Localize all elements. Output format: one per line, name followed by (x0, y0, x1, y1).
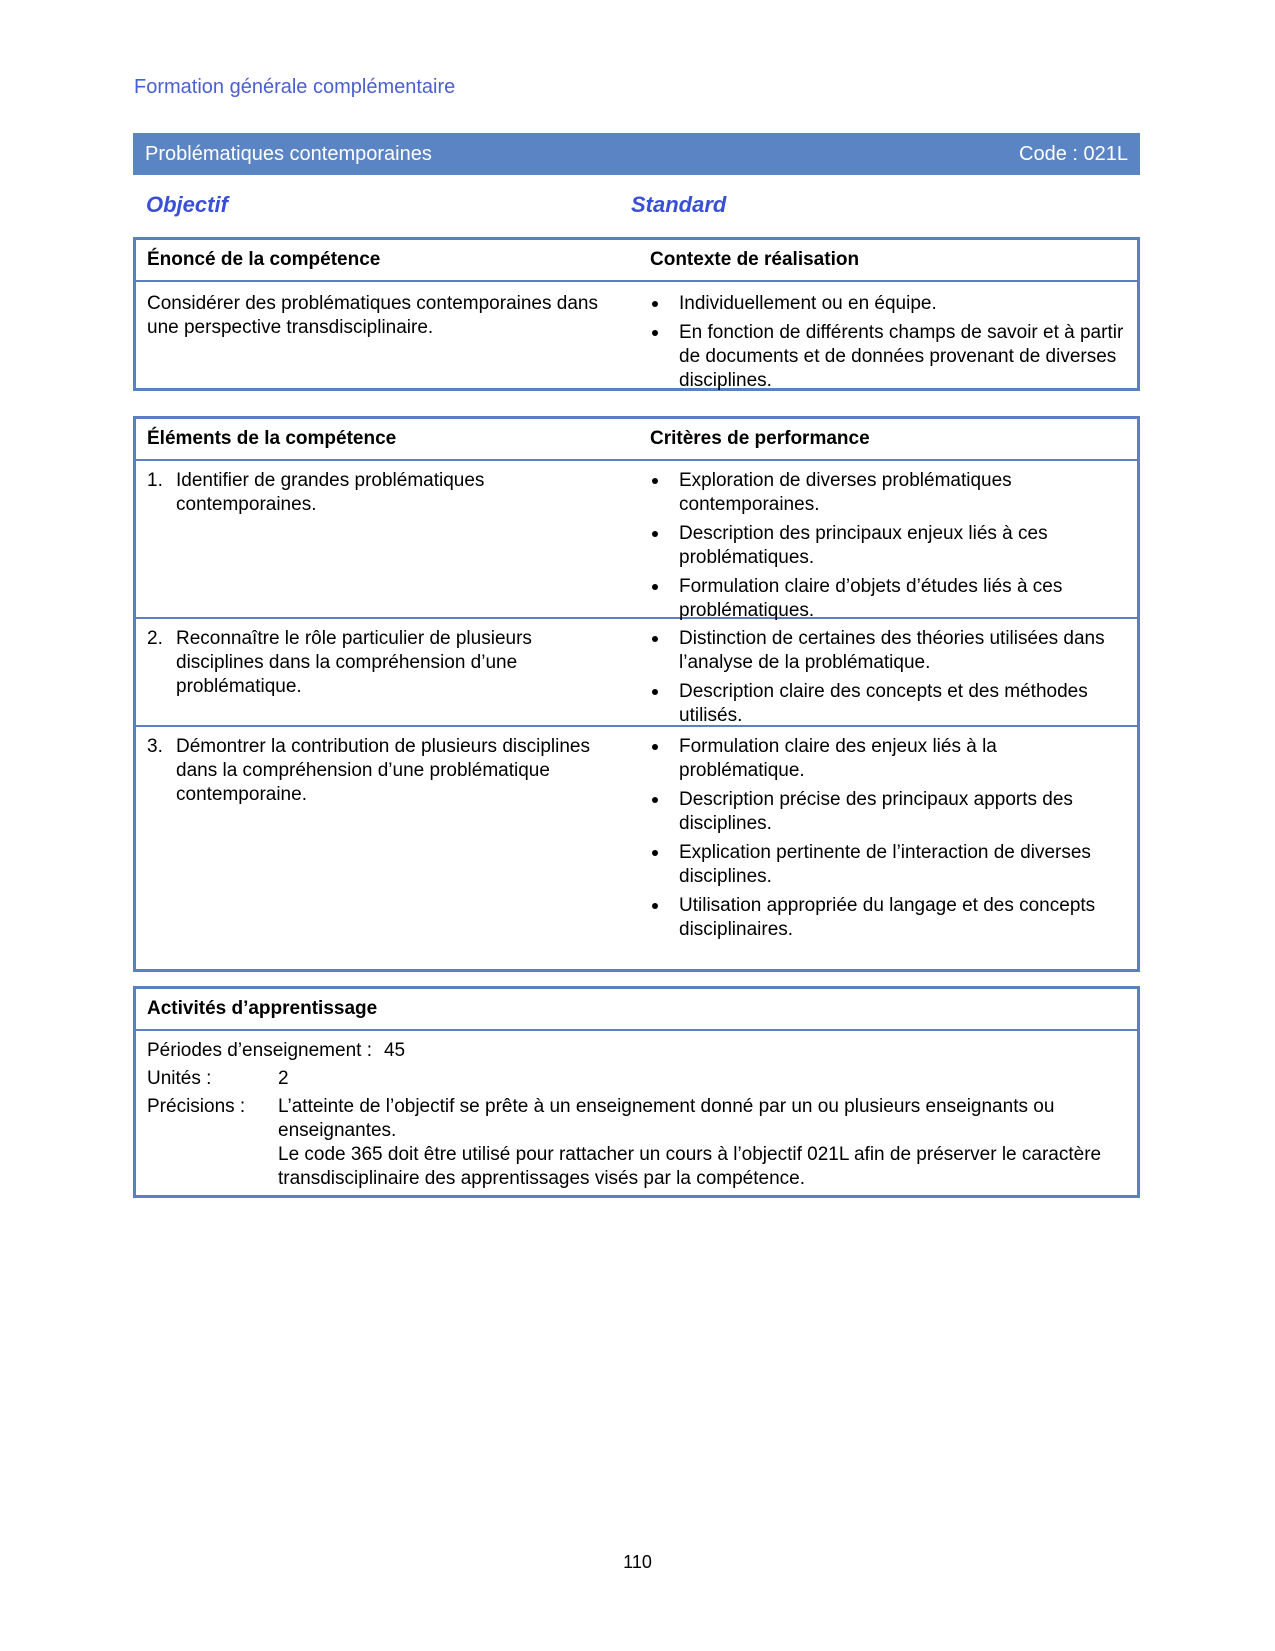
precision-paragraph: L’atteinte de l’objectif se prête à un enseignement donné par un ou plusieurs enseignants ou enseignantes. (278, 1096, 1055, 1141)
elements-box (133, 416, 1140, 972)
page-number: 110 (623, 1552, 652, 1572)
element-text: Démontrer la contribution de plusieurs disciplines dans la compréhension d’une problématique contemporaine. (176, 736, 590, 805)
criteria-col-header: Critères de performance (650, 428, 870, 449)
precision-paragraph: Le code 365 doit être utilisé pour rattacher un cours à l’objectif 021L afin de préserver le caractère transdisciplinaire des apprentissages visés par la compétence. (278, 1144, 1102, 1189)
course-code: Code : 021L (1019, 142, 1128, 165)
objective-label: Objectif (146, 192, 228, 217)
periods-row (147, 1039, 1126, 1063)
course-title-bar (133, 133, 1140, 175)
precisions-label: Précisions : (147, 1096, 246, 1117)
criterion-item: Formulation claire d’objets d’études liés à ces problématiques. (650, 575, 1125, 623)
elements-col-header: Éléments de la compétence (147, 428, 397, 449)
course-title: Problématiques contemporaines (145, 142, 432, 165)
criterion-item: Formulation claire des enjeux liés à la problématique. (650, 735, 1125, 783)
activities-box (133, 986, 1140, 1198)
element-number: 1. (147, 470, 163, 491)
criteria-list (650, 469, 1125, 623)
context-item: Individuellement ou en équipe. (650, 292, 1125, 316)
element-number: 2. (147, 628, 163, 649)
context-item: En fonction de différents champs de savoir et à partir de documents et de données provenant de diverses disciplines. (650, 321, 1125, 393)
criterion-item: Utilisation appropriée du langage et des concepts disciplinaires. (650, 894, 1125, 942)
criterion-item: Explication pertinente de l’interaction de diverses disciplines. (650, 841, 1125, 889)
criterion-item: Distinction de certaines des théories utilisées dans l’analyse de la problématique. (650, 627, 1125, 675)
element-text: Identifier de grandes problématiques contemporaines. (176, 470, 485, 515)
criterion-item: Description claire des concepts et des méthodes utilisés. (650, 680, 1125, 728)
precisions-text (278, 1095, 1126, 1191)
periods-value: 45 (383, 1040, 406, 1061)
standard-label: Standard (631, 192, 727, 217)
element-row (136, 727, 1137, 940)
element-rows (136, 461, 1137, 940)
periods-label: Périodes d’enseignement : (147, 1040, 372, 1061)
element-row (136, 461, 1137, 619)
element-text: Reconnaître le rôle particulier de plusieurs disciplines dans la compréhension d’une problématique. (176, 628, 532, 697)
criterion-item: Description des principaux enjeux liés à ces problématiques. (650, 522, 1125, 570)
competence-box (133, 237, 1140, 391)
statement-header: Énoncé de la compétence (147, 249, 381, 270)
competence-header (136, 240, 1137, 282)
units-label: Unités : (147, 1068, 212, 1089)
context-header: Contexte de réalisation (650, 249, 860, 270)
units-value: 2 (278, 1068, 289, 1089)
element-number: 3. (147, 736, 163, 757)
context-list (650, 292, 1125, 393)
criterion-item: Description précise des principaux apports des disciplines. (650, 788, 1125, 836)
running-title: Formation générale complémentaire (134, 76, 456, 98)
criteria-list (650, 735, 1125, 942)
element-row (136, 619, 1137, 727)
precisions-row (147, 1095, 1126, 1191)
criteria-list (650, 627, 1125, 728)
competence-statement: Considérer des problématiques contemporaines dans une perspective transdisciplinaire. (147, 293, 598, 338)
criterion-item: Exploration de diverses problématiques contemporaines. (650, 469, 1125, 517)
units-row (147, 1067, 1126, 1091)
elements-header (136, 419, 1137, 461)
activities-header: Activités d’apprentissage (136, 989, 1137, 1031)
